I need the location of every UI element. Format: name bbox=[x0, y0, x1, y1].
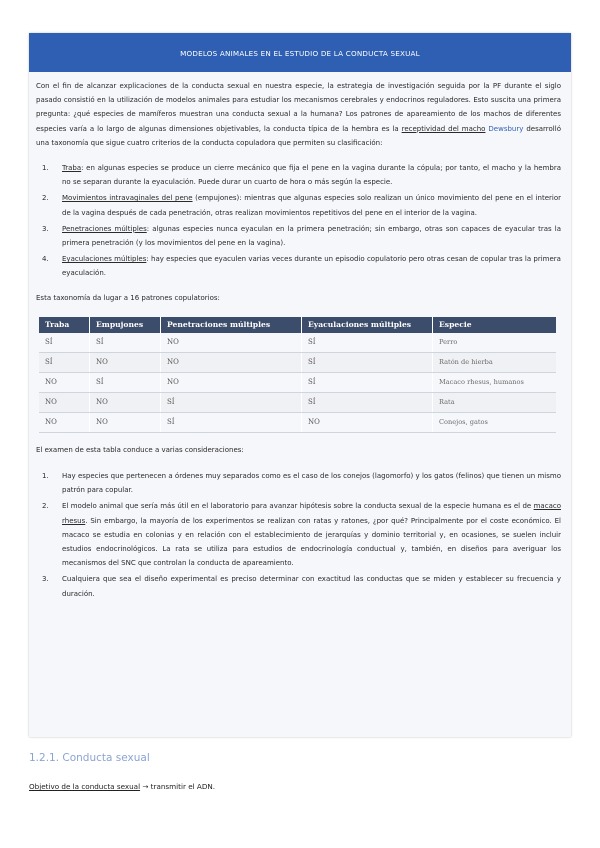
table-cell-species: Ratón de hierba bbox=[433, 352, 557, 372]
consideration-text-rest: . Sin embargo, la mayoría de los experimentos se realizan con ratas y ratones, ¿por qué? Principalmente por el coste económico. El macaco se estudia en colonias y en relación con el establecimiento de jerarquías y dominio territorial y, en ocasiones, se suelen incluir estudios endocrinológicos. La rata se utiliza para estudios de endocrinología conductual y, también, en diseños para averiguar los mecanismos del SNC que controlan la conducta de apareamiento. bbox=[62, 516, 561, 568]
table-cell: NO bbox=[90, 352, 161, 372]
consideration-item bbox=[36, 572, 561, 600]
table-row bbox=[39, 372, 556, 392]
box-content bbox=[36, 79, 561, 603]
consideration-text: Hay especies que pertenecen a órdenes muy separados como es el caso de los conejos (lagomorfo) y los gatos (felinos) que tienen un mismo patrón para copular. bbox=[62, 472, 561, 495]
table-cell: SÍ bbox=[161, 392, 302, 412]
objective-arrow: → bbox=[140, 782, 151, 791]
criteria-item bbox=[36, 252, 561, 280]
table-cell: NO bbox=[161, 333, 302, 353]
consideration-number: 3. bbox=[42, 575, 49, 584]
table-cell: SÍ bbox=[302, 352, 433, 372]
table-cell: SÍ bbox=[39, 352, 90, 372]
consideration-number: 2. bbox=[42, 502, 49, 511]
criteria-number: 2. bbox=[42, 194, 49, 203]
objective-text: transmitir el ADN. bbox=[150, 782, 216, 791]
table-cell: SÍ bbox=[302, 392, 433, 412]
copulatory-patterns-table bbox=[39, 317, 556, 433]
table-cell: SÍ bbox=[302, 333, 433, 353]
header-empujones: Empujones bbox=[90, 317, 161, 333]
criteria-number: 4. bbox=[42, 255, 49, 264]
banner-title: MODELOS ANIMALES EN EL ESTUDIO DE LA CONDUCTA SEXUAL bbox=[29, 33, 571, 72]
criteria-term: Eyaculaciones múltiples bbox=[62, 255, 147, 264]
table-cell-species: Macaco rhesus, humanos bbox=[433, 372, 557, 392]
consideration-item bbox=[36, 469, 561, 497]
intro-text-1: Con el fin de alcanzar explicaciones de la conducta sexual en nuestra especie, la estrategia de investigación seguida por la PF durante el siglo pasado consistió en la utilización de modelos animales para estudiar los mecanismos cerebrales y endocrinos reguladores. Esto suscita una primera pregunta: ¿qué especies de mamíferos muestran una conducta sexual a la humana? Los patrones de apareamiento de los machos de diferentes especies varía a lo largo de algunas dimensiones objetivables, la conducta típica de la hembra es la bbox=[36, 82, 561, 133]
table-row bbox=[39, 352, 556, 372]
table-cell: SÍ bbox=[302, 372, 433, 392]
consideration-text: Cualquiera que sea el diseño experimental es preciso determinar con exactitud las conductas que se miden y establecer su frecuencia y duración. bbox=[62, 575, 561, 598]
table-cell: NO bbox=[39, 392, 90, 412]
criteria-item bbox=[36, 222, 561, 250]
criteria-term: Penetraciones múltiples bbox=[62, 224, 147, 233]
table-cell-species: Conejos, gatos bbox=[433, 412, 557, 432]
criteria-number: 3. bbox=[42, 224, 49, 233]
table-cell-species: Rata bbox=[433, 392, 557, 412]
intro-paragraph bbox=[36, 79, 561, 150]
table-cell: NO bbox=[90, 412, 161, 432]
table-cell: NO bbox=[161, 352, 302, 372]
criteria-item bbox=[36, 191, 561, 219]
section-heading: 1.2.1. Conducta sexual bbox=[29, 752, 150, 764]
header-penetraciones: Penetraciones múltiples bbox=[161, 317, 302, 333]
table-cell: NO bbox=[90, 392, 161, 412]
table-cell: SÍ bbox=[39, 333, 90, 353]
criteria-number: 1. bbox=[42, 164, 49, 173]
criteria-list bbox=[36, 161, 561, 281]
criteria-term: Traba bbox=[62, 164, 82, 173]
table-row bbox=[39, 333, 556, 353]
table-cell: NO bbox=[39, 372, 90, 392]
table-row bbox=[39, 412, 556, 432]
table-cell: NO bbox=[161, 372, 302, 392]
table-row bbox=[39, 392, 556, 412]
intro-text-2: desarrolló una taxonomía que sigue cuatro criterios de la conducta copuladora que permiten su clasificación: bbox=[36, 124, 561, 147]
summary-box bbox=[29, 33, 571, 737]
considerations-list bbox=[36, 469, 561, 601]
macaco-term: macaco rhesus bbox=[62, 502, 561, 525]
table-cell: NO bbox=[39, 412, 90, 432]
consideration-item bbox=[36, 499, 561, 570]
criteria-text: : en algunas especies se produce un cierre mecánico que fija el pene en la vagina durante la cópula; por tanto, el macho y la hembra no se separan durante la eyaculación. Puede durar un cuarto de hora o más según la especie. bbox=[62, 164, 561, 187]
table-cell-species: Perro bbox=[433, 333, 557, 353]
dewsbury-link[interactable]: Dewsbury bbox=[488, 124, 524, 133]
table-cell: SÍ bbox=[90, 372, 161, 392]
consideration-text: El modelo animal que sería más útil en el laboratorio para avanzar hipótesis sobre la conducta sexual de la especie humana es el de bbox=[62, 502, 534, 511]
exam-text: El examen de esta tabla conduce a varias consideraciones: bbox=[36, 445, 244, 454]
receptividad-term: receptividad del macho bbox=[401, 124, 486, 133]
taxonomy-text: Esta taxonomía da lugar a 16 patrones copulatorios: bbox=[36, 293, 220, 302]
table-header-row bbox=[39, 317, 556, 333]
table-cell: SÍ bbox=[90, 333, 161, 353]
criteria-text: (empujones): mientras que algunas especies solo realizan un único movimiento del pene en el interior de la vagina después de cada penetración, otras realizan movimientos repetitivos del pene en el interior de la vagina. bbox=[62, 194, 561, 217]
criteria-term: Movimientos intravaginales del pene bbox=[62, 194, 193, 203]
criteria-text: : algunas especies nunca eyaculan en la primera penetración; sin embargo, otras son capaces de eyacular tras la primera penetración (y los movimientos del pene en la vagina). bbox=[62, 224, 562, 248]
objective-label: Objetivo de la conducta sexual bbox=[29, 782, 141, 791]
criteria-text: : hay especies que eyaculen varias veces durante un episodio copulatorio pero otras cesan de copular tras la primera eyaculación. bbox=[62, 255, 561, 278]
consideration-number: 1. bbox=[42, 472, 49, 481]
header-traba: Traba bbox=[39, 317, 90, 333]
table-cell: SÍ bbox=[161, 412, 302, 432]
table-cell: NO bbox=[302, 412, 433, 432]
header-eyaculaciones: Eyaculaciones múltiples bbox=[302, 317, 433, 333]
objective-line bbox=[29, 782, 215, 791]
criteria-item bbox=[36, 161, 561, 189]
header-especie: Especie bbox=[433, 317, 557, 333]
